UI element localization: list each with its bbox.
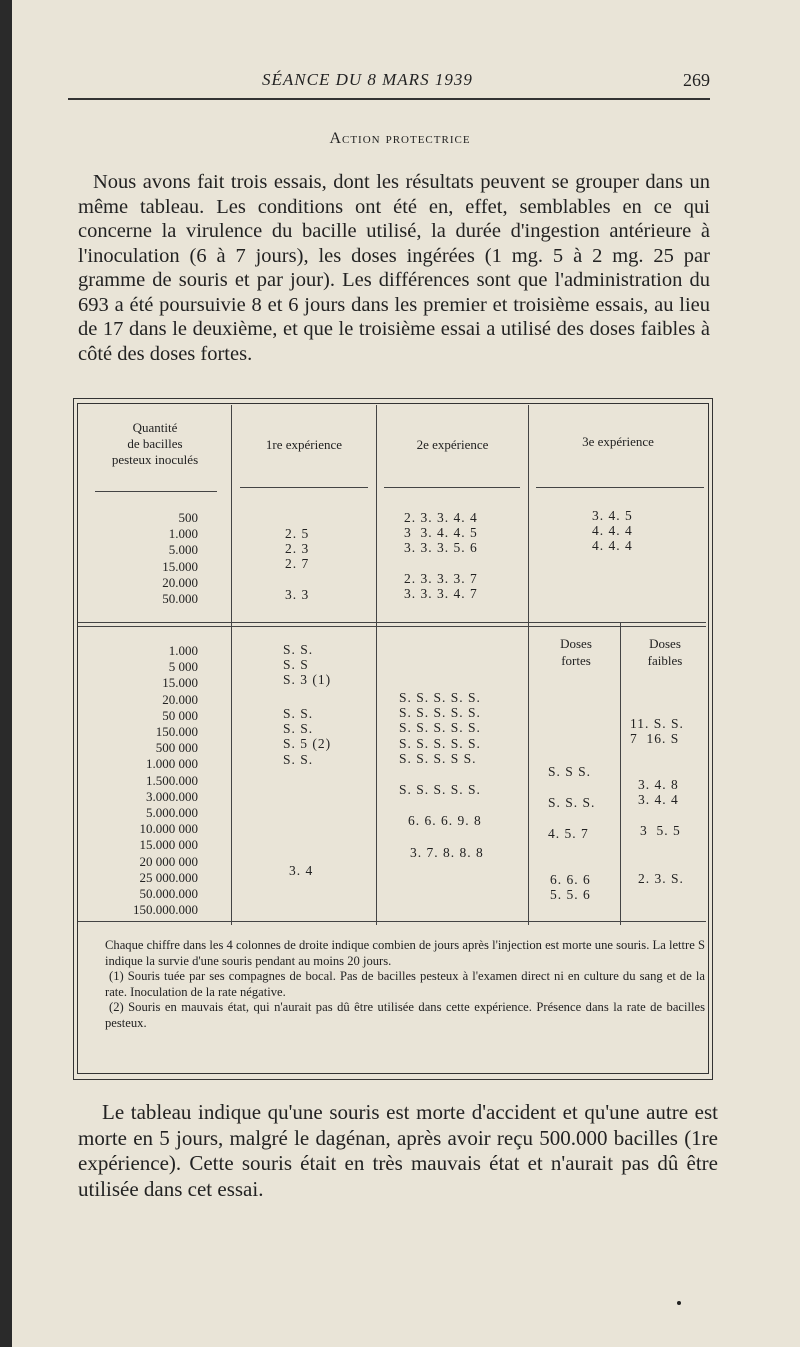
s2-fortes-group-c: 4. 5. 7 (548, 826, 589, 841)
page-edge-shadow (0, 0, 12, 1347)
note-2: (2) Souris en mauvais état, qui n'aurait pas dû être utilisée dans cette expérience. Présence dans la rate de bacilles pesteux. (105, 1000, 705, 1030)
page-number: 269 (683, 70, 710, 90)
s1-exp2-values: 2. 3. 3. 4. 4 3 3. 4. 4. 5 3. 3. 3. 5. 6 2. 3. 3. 3. 7 3. 3. 3. 4. 7 (404, 510, 478, 602)
paragraph-intro: Nous avons fait trois essais, dont les résultats peuvent se grouper dans un même tableau. Les conditions ont été en, effet, semblables en ce qui concerne la virulence du bacille utilisé, la durée d'ingestion antérieure à l'inoculation (6 à 7 jours), les doses ingérées (1 mg. 5 à 2 mg. 25 par gramme de souris et par jour). Les différences sont que l'administration du 693 a été poursuivie 8 et 6 jours dans les premier et troisième essais, au lieu de 17 dans le deuxième, et que le troisième essai a utilisé des doses faibles à côté des doses fortes. (78, 171, 710, 365)
header-underline-2 (240, 487, 368, 488)
header-exp-1: 1re expérience (265, 437, 343, 452)
s2-exp2-group-c: 6. 6. 6. 9. 8 (408, 813, 482, 828)
s1-quantities: 500 1.000 5.000 15.000 20.000 50.000 (162, 510, 198, 607)
ink-speck (677, 1301, 681, 1305)
s2-fortes-group-b: S. S. S. (548, 795, 596, 810)
s2-quantities: 1.000 5 000 15.000 20.000 50 000 150.000 500 000 1.000 000 1.500.000 3.000.000 5.000.000 10.000 000 15.000 000 20 000 000 25 000.000 50.000.000 150.000.000 (133, 643, 198, 918)
running-head: SÉANCE DU 8 MARS 1939 (262, 70, 473, 89)
column-rule-3 (528, 405, 529, 925)
s2-faibles-group-d: 2. 3. S. (638, 871, 684, 886)
header-underline-1 (95, 491, 217, 492)
column-rule-2 (376, 405, 377, 925)
header-underline-4 (536, 487, 704, 488)
column-rule-doses (620, 623, 621, 925)
notes-rule (78, 921, 706, 922)
header-underline-3 (384, 487, 520, 488)
section-rule-b (78, 626, 706, 627)
s2-exp2-group-d: 3. 7. 8. 8. 8 (410, 845, 484, 860)
section-title: Action protectrice (329, 130, 471, 147)
doses-faibles-label: Doses faibles (647, 636, 683, 668)
s2-faibles-group-b: 3. 4. 8 3. 4. 4 (638, 777, 679, 808)
section-rule-a (78, 622, 706, 623)
note-main: Chaque chiffre dans les 4 colonnes de droite indique combien de jours après l'injection est morte une souris. La lettre S indique la survie d'une souris pendant au moins 20 jours. (105, 938, 705, 968)
table-notes (105, 938, 705, 1031)
s1-exp1-values: 2. 5 2. 3 2. 7 3. 3 (285, 526, 310, 602)
note-1: (1) Souris tuée par ses compagnes de bocal. Pas de bacilles pesteux à l'examen direct ni en culture du sang et de la rate. Inoculation de la rate négative. (105, 969, 705, 999)
s2-exp1-group-c: 3. 4 (289, 863, 314, 878)
s2-fortes-group-d: 6. 6. 6 5. 5. 6 (550, 872, 591, 903)
s2-fortes-group-a: S. S S. (548, 764, 592, 779)
paragraph-conclusion: Le tableau indique qu'une souris est morte d'accident et qu'une autre est morte en 5 jours, malgré le dagénan, après avoir reçu 500.000 bacilles (1re expérience). Cette souris était en très mauvais état et n'aurait pas dû être utilisée dans cet essai. (78, 1100, 718, 1201)
s1-exp3-values: 3. 4. 5 4. 4. 4 4. 4. 4 (592, 508, 633, 554)
s2-faibles-group-a: 11. S. S. 7 16. S (630, 716, 684, 747)
header-exp-3: 3e expérience (582, 434, 654, 449)
header-exp-2: 2e expérience (416, 437, 489, 452)
s2-faibles-group-c: 3 5. 5 (640, 823, 681, 838)
s2-exp2-group-b: S. S. S. S. S. (399, 782, 481, 797)
column-rule-1 (231, 405, 232, 925)
s2-exp1-group-a: S. S. S. S S. 3 (1) (283, 642, 332, 688)
doses-fortes-label: Doses fortes (560, 636, 592, 668)
s2-exp2-group-a: S. S. S. S. S. S. S. S. S. S. S. S. S. S. S. S. S. S. S. S. S. S. S. S S. (399, 690, 481, 766)
s2-exp1-group-b: S. S. S. S. S. 5 (2) S. S. (283, 706, 332, 767)
header-quantity: Quantité de bacilles pesteux inoculés (111, 420, 199, 467)
header-rule (68, 98, 710, 100)
